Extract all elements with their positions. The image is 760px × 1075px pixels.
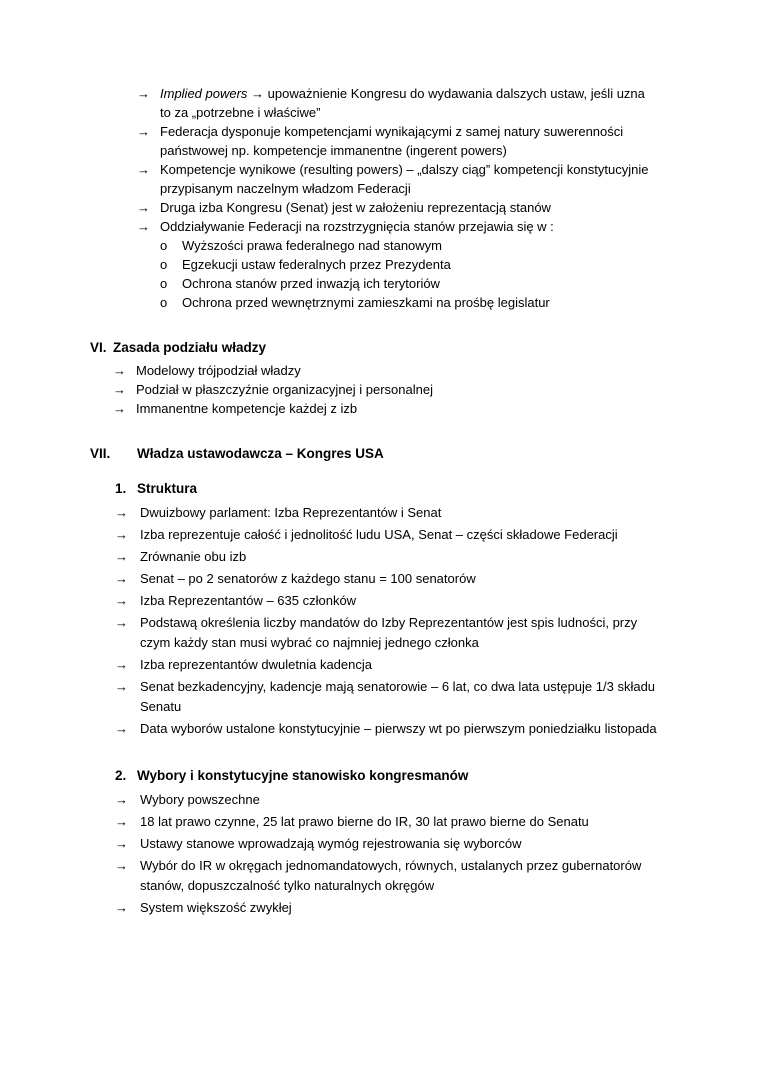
list-item-text: Podział w płaszczyźnie organizacyjnej i personalnej	[136, 382, 433, 397]
sub-list-item-text: Ochrona przed wewnętrznymi zamieszkami na prośbę legislatur	[182, 295, 550, 310]
section-number: VI.	[90, 340, 107, 355]
section-number: VII.	[90, 446, 111, 461]
section-heading-vii	[0, 444, 760, 463]
list-item	[0, 812, 760, 832]
list-item	[0, 503, 760, 523]
arrow-bullet-icon: →	[113, 382, 126, 397]
arrow-bullet-icon: →	[137, 200, 150, 215]
arrow-bullet-icon: →	[115, 505, 128, 520]
sub-list-item-text: Wyższości prawa federalnego nad stanowym	[182, 238, 443, 253]
list-item	[0, 856, 760, 896]
list-item-text: Izba reprezentantów dwuletnia kadencja	[140, 657, 372, 672]
list-item	[0, 834, 760, 854]
list-item	[0, 198, 760, 217]
sub-list-item	[0, 255, 760, 274]
arrow-bullet-icon: →	[115, 615, 128, 630]
list-item-text: Wybór do IR w okręgach jednomandatowych, równych, ustalanych przez gubernatorów stanów, dopuszczalność tylko naturalnych okręgów	[140, 858, 642, 893]
list-item-text: Data wyborów ustalone konstytucyjnie – pierwszy wt po pierwszym poniedziałku listopada	[140, 721, 657, 736]
arrow-bullet-icon: →	[115, 721, 128, 736]
list-item-text: Implied powers → upoważnienie Kongresu do wydawania dalszych ustaw, jeśli uzna to za „potrzebne i właściwe”	[160, 86, 645, 120]
circle-bullet-icon: o	[160, 276, 168, 291]
list-item	[0, 361, 760, 380]
arrow-bullet-icon: →	[115, 527, 128, 542]
intro-arrow-list	[0, 84, 760, 312]
section-vi-list	[0, 361, 760, 418]
italic-lead-text: Implied powers	[160, 86, 248, 101]
list-item-text: Druga izba Kongresu (Senat) jest w założeniu reprezentacją stanów	[160, 200, 551, 215]
list-item	[0, 380, 760, 399]
circle-bullet-icon: o	[160, 257, 168, 272]
sub-list-item-text: Ochrona stanów przed inwazją ich terytoriów	[182, 276, 440, 291]
list-item	[0, 217, 760, 236]
list-item	[0, 898, 760, 918]
arrow-bullet-icon: →	[115, 814, 128, 829]
sub-list-item	[0, 236, 760, 255]
arrow-bullet-icon: →	[115, 549, 128, 564]
list-item	[0, 613, 760, 653]
section-title: Zasada podziału władzy	[113, 340, 267, 355]
list-item	[0, 160, 760, 198]
arrow-bullet-icon: →	[115, 679, 128, 694]
subsection-number: 2.	[115, 768, 127, 783]
list-item-text: Dwuizbowy parlament: Izba Reprezentantów i Senat	[140, 505, 442, 520]
arrow-bullet-icon: →	[115, 900, 128, 915]
list-item-text: Izba Reprezentantów – 635 członków	[140, 593, 357, 608]
list-item-text: Wybory powszechne	[140, 792, 260, 807]
arrow-bullet-icon: →	[137, 162, 150, 177]
list-item	[0, 677, 760, 717]
sub-list-item-text: Egzekucji ustaw federalnych przez Prezydenta	[182, 257, 451, 272]
list-item	[0, 569, 760, 589]
list-item	[0, 591, 760, 611]
list-item	[0, 122, 760, 160]
arrow-bullet-icon: →	[115, 593, 128, 608]
list-item-text: Immanentne kompetencje każdej z izb	[136, 401, 358, 416]
sub-list-item	[0, 293, 760, 312]
arrow-bullet-icon: →	[113, 363, 126, 378]
list-item-text: Izba reprezentuje całość i jednolitość ludu USA, Senat – części składowe Federacji	[140, 527, 618, 542]
arrow-bullet-icon: →	[115, 836, 128, 851]
sub-list-item	[0, 274, 760, 293]
subsection-number: 1.	[115, 481, 127, 496]
circle-bullet-icon: o	[160, 238, 168, 253]
arrow-bullet-icon: →	[115, 657, 128, 672]
list-item-text: Federacja dysponuje kompetencjami wynikającymi z samej natury suwerenności państwowej np. kompetencje immanentne (ingerent powers)	[160, 124, 624, 158]
arrow-bullet-icon: →	[137, 86, 150, 101]
arrow-bullet-icon: →	[113, 401, 126, 416]
arrow-bullet-icon: →	[137, 219, 150, 234]
list-item	[0, 655, 760, 675]
list-item-text: Modelowy trójpodział władzy	[136, 363, 301, 378]
arrow-bullet-icon: →	[137, 124, 150, 139]
list-item	[0, 719, 760, 739]
subsection-heading-elections	[0, 766, 760, 785]
list-item-text: Senat bezkadencyjny, kadencje mają senatorowie – 6 lat, co dwa lata ustępuje 1/3 składu Senatu	[140, 679, 656, 714]
arrow-bullet-icon: →	[115, 858, 128, 873]
arrow-bullet-icon: →	[115, 792, 128, 807]
arrow-bullet-icon: →	[115, 571, 128, 586]
subsection-title: Wybory i konstytucyjne stanowisko kongresmanów	[137, 768, 469, 783]
list-item-text: Podstawą określenia liczby mandatów do Izby Reprezentantów jest spis ludności, przy czym każdy stan musi wybrać co najmniej jednego członka	[140, 615, 638, 650]
subsection-heading-structure	[0, 479, 760, 498]
list-item-text: Oddziaływanie Federacji na rozstrzygnięcia stanów przejawia się w :	[160, 219, 554, 234]
list-item	[0, 399, 760, 418]
subsection-title: Struktura	[137, 481, 198, 496]
circle-bullet-icon: o	[160, 295, 168, 310]
list-item-text: System większość zwykłej	[140, 900, 292, 915]
list-item-text: Ustawy stanowe wprowadzają wymóg rejestrowania się wyborców	[140, 836, 522, 851]
list-item	[0, 84, 760, 122]
list-item-text: 18 lat prawo czynne, 25 lat prawo bierne do IR, 30 lat prawo bierne do Senatu	[140, 814, 589, 829]
subsection-elections-list	[0, 790, 760, 918]
section-title: Władza ustawodawcza – Kongres USA	[137, 446, 384, 461]
list-item	[0, 790, 760, 810]
subsection-structure-list	[0, 503, 760, 739]
list-item-text: Zrównanie obu izb	[140, 549, 247, 564]
list-item	[0, 547, 760, 567]
list-item	[0, 525, 760, 545]
list-item-text: Kompetencje wynikowe (resulting powers) – „dalszy ciąg” kompetencji konstytucyjnie przypisanym naczelnym władzom Federacji	[160, 162, 649, 196]
list-item-text: Senat – po 2 senatorów z każdego stanu = 100 senatorów	[140, 571, 476, 586]
section-heading-vi	[0, 338, 760, 357]
